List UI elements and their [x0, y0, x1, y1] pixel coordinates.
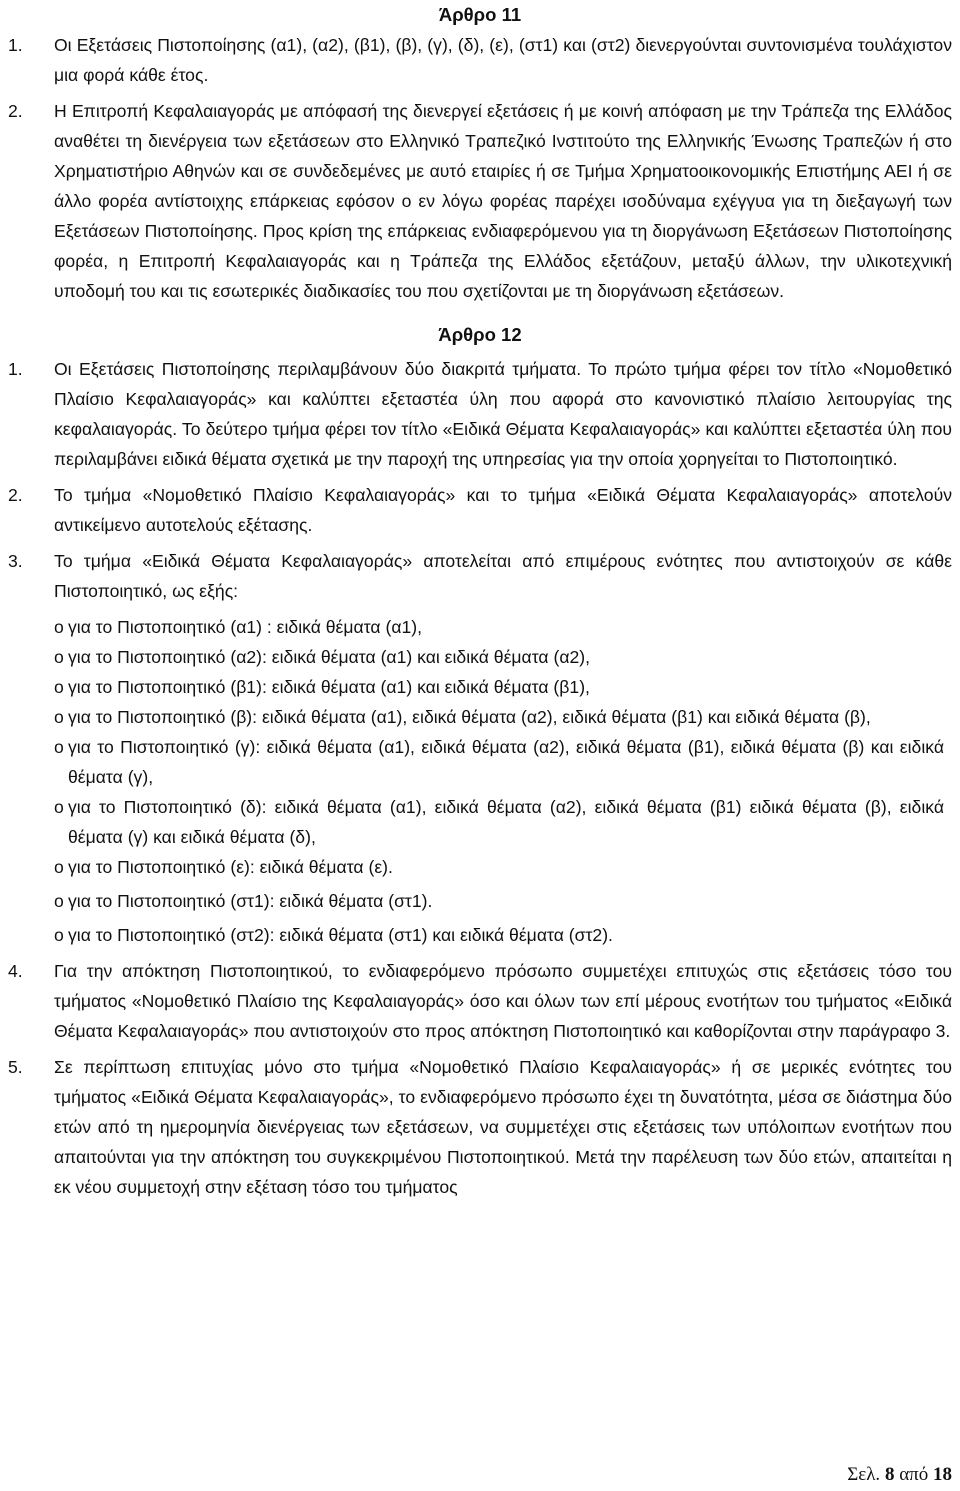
bullet-icon: o	[54, 925, 64, 945]
article-12-heading: Άρθρο 12	[438, 324, 522, 345]
list-item	[54, 886, 944, 916]
list-item	[54, 612, 944, 642]
bullet-icon: o	[54, 891, 64, 911]
item-number: 1.	[8, 35, 23, 55]
list-item	[54, 702, 944, 732]
list-item	[54, 642, 944, 672]
item-number: 2.	[8, 485, 23, 505]
item-text: Για την απόκτηση Πιστοποιητικού, το ενδιαφερόμενο πρόσωπο συμμετέχει επιτυχώς στις εξετάσεις τόσο του τμήματος «Νομοθετικό Πλαίσιο της Κεφαλαιαγοράς» όσο και όλων των επί μέρους ενοτήτων του τμήματος «Ειδικά Θέματα Κεφαλαιαγοράς» που αντιστοιχούν στο προς απόκτηση Πιστοποιητικό και καθορίζονται στην παράγραφο 3.	[54, 961, 952, 1041]
item-text: Οι Εξετάσεις Πιστοποίησης (α1), (α2), (β1), (β), (γ), (δ), (ε), (στ1) και (στ2) διενεργούνται συντονισμένα τουλάχιστον μια φορά κάθε έτος.	[54, 35, 952, 85]
list-item	[54, 920, 944, 950]
list-item	[54, 672, 944, 702]
article-12-item-3	[8, 546, 952, 606]
list-item-text: για το Πιστοποιητικό (δ): ειδικά θέματα (α1), ειδικά θέματα (α2), ειδικά θέματα (β1) ειδικά θέματα (β), ειδικά θέματα (γ) και ειδικά θέματα (δ),	[68, 797, 944, 847]
bullet-icon: o	[54, 857, 64, 877]
item-text: Η Επιτροπή Κεφαλαιαγοράς με απόφασή της διενεργεί εξετάσεις ή με κοινή απόφαση με την Τράπεζα της Ελλάδος αναθέτει τη διενέργεια των εξετάσεων στο Ελληνικό Τραπεζικό Ινστιτούτο της Ελληνικής Ένωσης Τραπεζών ή στο Χρηματιστήριο Αθηνών και σε συνδεδεμένες με αυτό εταιρίες ή σε Τμήμα Χρηματοοικονομικής Επιστήμης ΑΕΙ ή σε άλλο φορέα αντίστοιχης επάρκειας εφόσον ο εν λόγω φορέας παρέχει ισοδύναμα εχέγγυα για τη διεξαγωγή των Εξετάσεων Πιστοποίησης. Προς κρίση της επάρκειας ενδιαφερόμενου για τη διοργάνωση Εξετάσεων Πιστοποίησης φορέα, η Επιτροπή Κεφαλαιαγοράς και η Τράπεζα της Ελλάδος εξετάζουν, μεταξύ άλλων, την υλικοτεχνική υποδομή του και τις εσωτερικές διαδικασίες του που σχετίζονται με τη διοργάνωση εξετάσεων.	[54, 101, 952, 301]
item-number: 4.	[8, 961, 23, 981]
article-11-item-2	[8, 96, 952, 306]
bullet-icon: o	[54, 797, 64, 817]
item-number: 3.	[8, 551, 23, 571]
list-item	[54, 852, 944, 882]
list-item	[54, 732, 944, 792]
item-text: Το τμήμα «Ειδικά Θέματα Κεφαλαιαγοράς» αποτελείται από επιμέρους ενότητες που αντιστοιχούν σε κάθε Πιστοποιητικό, ως εξής:	[54, 551, 952, 601]
bullet-icon: o	[54, 737, 64, 757]
list-item-text: για το Πιστοποιητικό (β): ειδικά θέματα (α1), ειδικά θέματα (α2), ειδικά θέματα (β1) και ειδικά θέματα (β),	[68, 707, 871, 727]
article-11-heading: Άρθρο 11	[438, 4, 522, 25]
page-number	[847, 1462, 952, 1488]
article-12-item-1	[8, 354, 952, 474]
article-12-item-4	[8, 956, 952, 1046]
bullet-icon: o	[54, 647, 64, 667]
list-item-text: για το Πιστοποιητικό (α1) : ειδικά θέματα (α1),	[68, 617, 423, 637]
item-text: Οι Εξετάσεις Πιστοποίησης περιλαμβάνουν δύο διακριτά τμήματα. Το πρώτο τμήμα φέρει τον τίτλο «Νομοθετικό Πλαίσιο Κεφαλαιαγοράς» και καλύπτει εξεταστέα ύλη που αφορά στο κανονιστικό πλαίσιο λειτουργίας της κεφαλαιαγοράς. Το δεύτερο τμήμα φέρει τον τίτλο «Ειδικά Θέματα Κεφαλαιαγοράς» και καλύπτει εξεταστέα ύλη που περιλαμβάνει ειδικά θέματα σχετικά με την παροχή της υπηρεσίας για την οποία χορηγείται το Πιστοποιητικό.	[54, 359, 952, 469]
item-number: 1.	[8, 359, 23, 379]
bullet-icon: o	[54, 617, 64, 637]
current-page: 8	[884, 1464, 895, 1485]
article-11-item-1	[8, 30, 952, 90]
article-12-item-2	[8, 480, 952, 540]
item-text: Σε περίπτωση επιτυχίας μόνο στο τμήμα «Νομοθετικό Πλαίσιο Κεφαλαιαγοράς» ή σε μερικές ενότητες του τμήματος «Ειδικά Θέματα Κεφαλαιαγοράς», το ενδιαφερόμενο πρόσωπο έχει τη δυνατότητα, μέσα σε διάστημα δύο ετών από τη ημερομηνία διενέργειας των εξετάσεων, να συμμετέχει στις εξετάσεις των υπόλοιπων ενοτήτων που απαιτούνται για την απόκτηση του συγκεκριμένου Πιστοποιητικού. Μετά την παρέλευση των δύο ετών, απαιτείται η εκ νέου συμμετοχή στην εξέταση τόσο του τμήματος	[54, 1057, 952, 1197]
list-item-text: για το Πιστοποιητικό (στ2): ειδικά θέματα (στ1) και ειδικά θέματα (στ2).	[68, 925, 613, 945]
bullet-icon: o	[54, 677, 64, 697]
article-12	[0, 354, 960, 1202]
list-item-text: για το Πιστοποιητικό (ε): ειδικά θέματα (ε).	[68, 857, 393, 877]
total-pages: 18	[933, 1464, 952, 1485]
list-item	[54, 792, 944, 852]
item-text: Το τμήμα «Νομοθετικό Πλαίσιο Κεφαλαιαγοράς» και το τμήμα «Ειδικά Θέματα Κεφαλαιαγοράς» αποτελούν αντικείμενο αυτοτελούς εξέτασης.	[54, 485, 952, 535]
item-number: 2.	[8, 101, 23, 121]
list-item-text: για το Πιστοποιητικό (β1): ειδικά θέματα (α1) και ειδικά θέματα (β1),	[68, 677, 590, 697]
page-of-label: από	[899, 1464, 929, 1485]
list-item-text: για το Πιστοποιητικό (γ): ειδικά θέματα (α1), ειδικά θέματα (α2), ειδικά θέματα (β1), ειδικά θέματα (β) και ειδικά θέματα (γ),	[68, 737, 944, 787]
article-11	[0, 30, 960, 306]
bullet-icon: o	[54, 707, 64, 727]
article-12-item-5	[8, 1052, 952, 1202]
certificate-list	[54, 612, 952, 950]
list-item-text: για το Πιστοποιητικό (α2): ειδικά θέματα (α1) και ειδικά θέματα (α2),	[68, 647, 591, 667]
page-label: Σελ.	[847, 1464, 881, 1485]
list-item-text: για το Πιστοποιητικό (στ1): ειδικά θέματα (στ1).	[68, 891, 433, 911]
item-number: 5.	[8, 1057, 23, 1077]
